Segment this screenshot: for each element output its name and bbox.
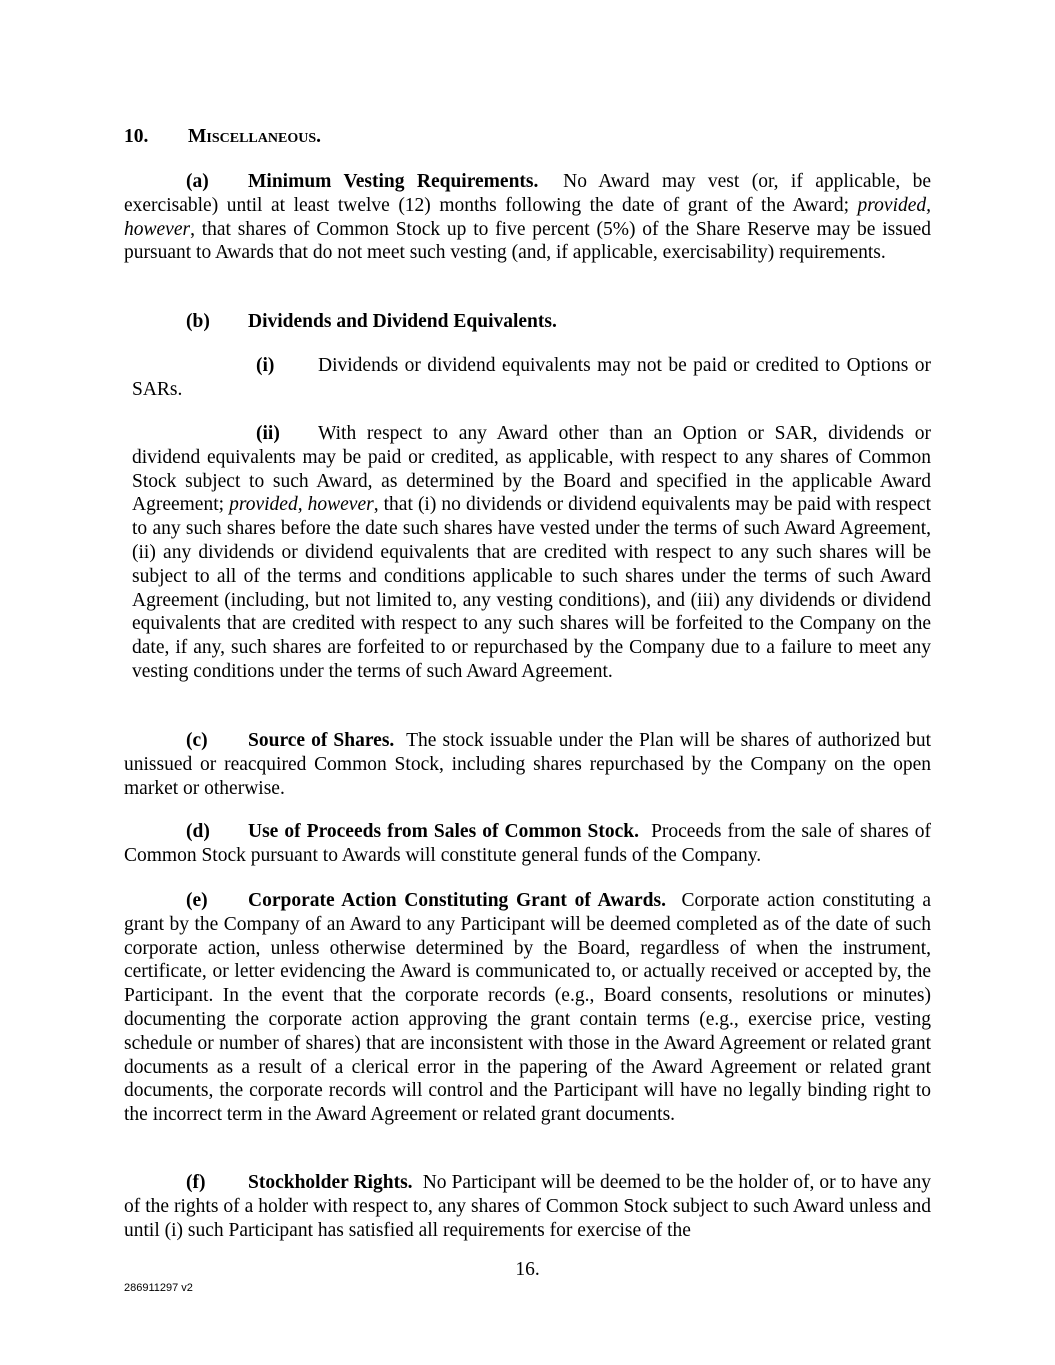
proviso-emphasis: provided, however [124, 194, 932, 240]
paragraph-text: No Award may vest (or, if applicable, be exercisable) until at least twelve (12) months following the date of grant of the Award; [124, 171, 931, 216]
paragraph-label: (f) [186, 1172, 206, 1193]
paragraph-c [124, 729, 931, 800]
subparagraph-ii [132, 422, 931, 684]
paragraph-b [124, 310, 931, 334]
paragraph-text: Corporate action constituting a grant by the Company of an Award to any Participant will be deemed completed as of the date of such corporate action, unless otherwise determined by the Board, regardless of when the instrument, certificate, or letter evidencing the Award is communicated to, or actually received or accepted by, the Participant. In the event that the corporate records (e.g., Board consents, resolutions or minutes) documenting the corporate action approving the grant contain terms (e.g., exercise price, vesting schedule or number of shares) that are inconsistent with those in the Award Agreement or related grant documents as a result of a clerical error in the papering of the Award Agreement or related grant documents, the corporate records will control and the Participant will have no legally binding right to the incorrect term in the Award Agreement or related grant documents. [124, 890, 931, 1126]
paragraph-text-cont: , that shares of Common Stock up to five percent (5%) of the Share Reserve may be issued pursuant to Awards that do not meet such vesting (and, if applicable, exercisability) requirements. [124, 218, 931, 264]
subparagraph-label: (i) [256, 355, 275, 376]
paragraph-d [124, 820, 931, 868]
section-title: Miscellaneous. [188, 126, 321, 147]
paragraph-f [124, 1171, 931, 1242]
paragraph-title: Corporate Action Constituting Grant of Awards. [248, 890, 666, 911]
paragraph-text: The stock issuable under the Plan will be shares of authorized but unissued or reacquired Common Stock, including shares repurchased by the Company on the open market or otherwise. [124, 730, 931, 799]
paragraph-title: Use of Proceeds from Sales of Common Stock. [248, 821, 639, 842]
subparagraph-i [132, 354, 931, 402]
paragraph-label: (c) [186, 730, 208, 751]
paragraph-e [124, 889, 931, 1127]
paragraph-title: Stockholder Rights. [248, 1172, 413, 1193]
paragraph-label: (a) [186, 171, 209, 192]
page-number: 16. [515, 1259, 540, 1280]
paragraph-label: (d) [186, 821, 210, 842]
paragraph-text: No Participant will be deemed to be the holder of, or to have any of the rights of a holder with respect to, any shares of Common Stock subject to such Award unless and until (i) such Participant has satisfied all requirements for exercise of the [124, 1172, 932, 1241]
subparagraph-text: With respect to any Award other than an Option or SAR, dividends or dividend equivalents may be paid or credited, as applicable, with respect to any shares of Common Stock subject to such Award, as determined by the Board and specified in the applicable Award Agreement; [132, 423, 931, 516]
paragraph-title: Minimum Vesting Requirements. [248, 171, 539, 192]
paragraph-title: Dividends and Dividend Equivalents. [248, 311, 557, 332]
document-id: 286911297 v2 [124, 1282, 193, 1294]
paragraph-title: Source of Shares. [248, 730, 395, 751]
subparagraph-text-cont: , that (i) no dividends or dividend equivalents may be paid with respect to any such shares before the date such shares have vested under the terms of such Award Agreement, (ii) any dividends or dividend equivalents that are credited with respect to any such shares will be subject to all of the terms and conditions applicable to such shares under the terms of such Award Agreement (including, but not limited to, any vesting conditions), and (iii) any dividends or dividend equivalents that are credited with respect to any such shares will be forfeited to the Company on the date, if any, such shares are forfeited to or repurchased by the Company due to a failure to meet any vesting conditions under the terms of such Award Agreement. [132, 494, 932, 682]
paragraph-label: (e) [186, 890, 208, 911]
paragraph-label: (b) [186, 311, 210, 332]
section-heading [124, 125, 321, 149]
subparagraph-text: Dividends or dividend equivalents may not be paid or credited to Options or SARs. [132, 355, 931, 400]
proviso-emphasis: provided, however [229, 494, 374, 516]
section-number: 10. [124, 126, 149, 147]
paragraph-text: Proceeds from the sale of shares of Common Stock pursuant to Awards will constitute general funds of the Company. [124, 821, 932, 866]
subparagraph-label: (ii) [256, 423, 280, 444]
paragraph-a [124, 170, 931, 265]
